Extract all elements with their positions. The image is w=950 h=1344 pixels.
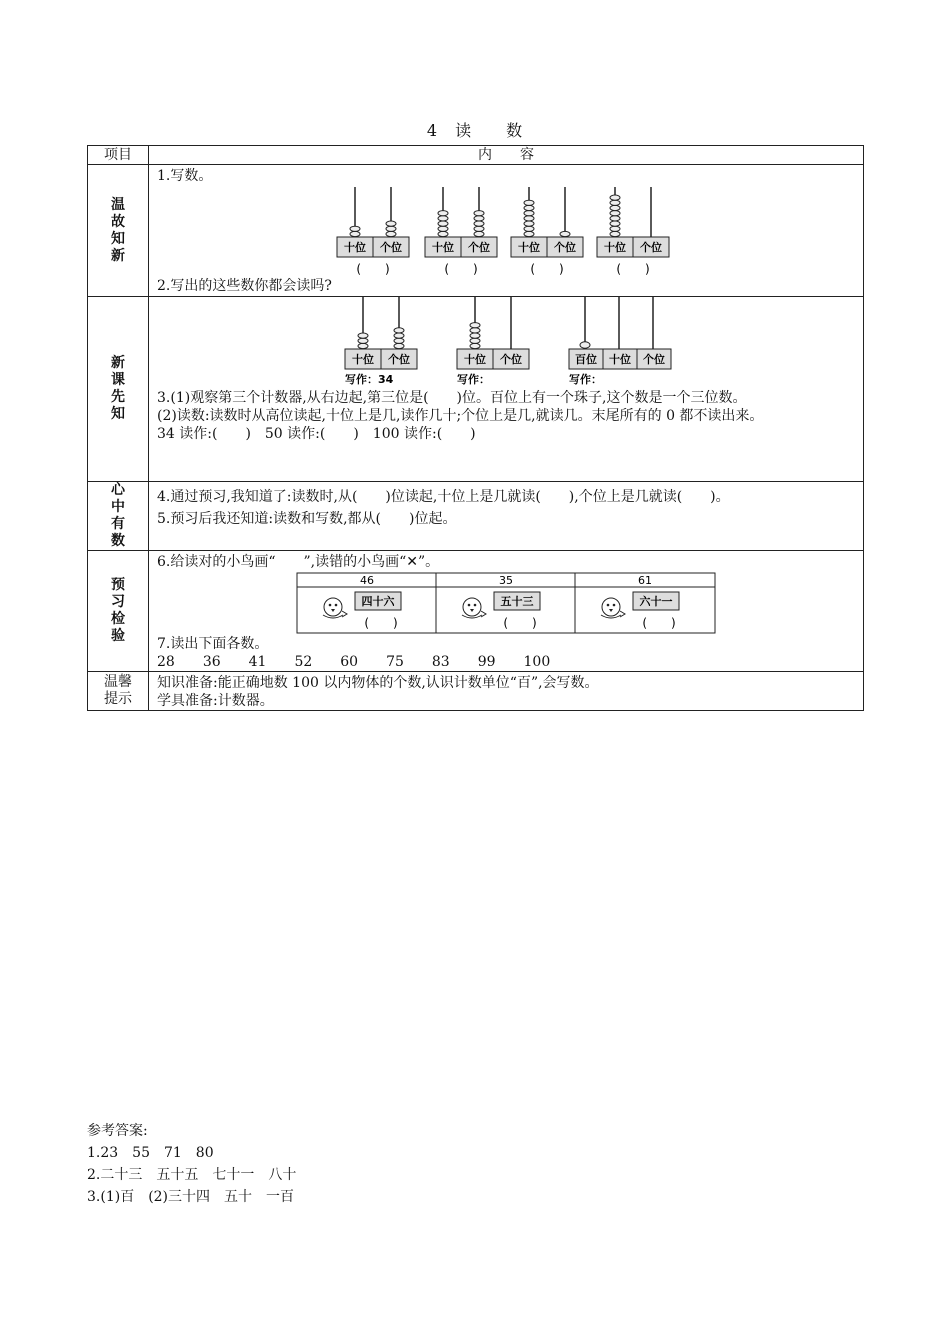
write-as-2: 写作： <box>457 373 490 386</box>
abacus-bead <box>524 200 534 205</box>
bird-item-3 <box>601 574 679 630</box>
section-new-lesson <box>88 297 864 482</box>
answer-2: 2.二十三 五十五 七十一 八十 <box>87 1167 297 1183</box>
abacus-bead <box>610 200 620 205</box>
bird-blank: ( ) <box>642 616 676 630</box>
abacus-bead <box>524 205 534 210</box>
question-7: 7.读出下面各数。 <box>157 636 269 652</box>
tip-tools: 学具准备:计数器。 <box>157 693 274 709</box>
bird-item-1 <box>323 574 401 630</box>
abacus-bead <box>350 226 360 231</box>
abacus-bead <box>474 221 484 226</box>
abacus-label-tens: 十位 <box>432 241 454 254</box>
question-3-part-1: 3.(1)观察第三个计数器,从右边起,第三位是( )位。百位上有一个珠子,这个数是一个三位数。 <box>157 390 747 406</box>
abacus-bead <box>524 211 534 216</box>
abacus-bead <box>610 221 620 226</box>
bird-number: 46 <box>360 574 374 587</box>
answer-blank: ( ) <box>530 262 564 276</box>
bird-number: 35 <box>499 574 513 587</box>
abacus-label-ones: 个位 <box>640 241 662 254</box>
section-preview-check <box>88 551 864 672</box>
abacus-bead <box>610 195 620 200</box>
question-2: 2.写出的这些数你都会读吗? <box>157 278 332 294</box>
bird-blank: ( ) <box>364 616 398 630</box>
abacus-bead <box>358 338 368 343</box>
abacus-2 <box>425 187 497 276</box>
section-label-understanding: 心 中 有 数 <box>88 482 149 551</box>
bird-number: 61 <box>638 574 652 587</box>
abacus-bead <box>474 231 484 236</box>
abacus-bead <box>610 231 620 236</box>
abacus-bead <box>610 216 620 221</box>
abacus-bead <box>438 211 448 216</box>
answer-blank: ( ) <box>616 262 650 276</box>
bird-icon <box>462 598 486 618</box>
abacus-bead <box>470 343 480 348</box>
abacus-bead <box>524 231 534 236</box>
abacus-bead <box>470 338 480 343</box>
section-review <box>88 165 864 297</box>
write-as-3: 写作： <box>569 373 602 386</box>
abacus-bead <box>438 221 448 226</box>
question-4: 4.通过预习,我知道了:读数时,从( )位读起,十位上是几就读( ),个位上是几就读( )。 <box>157 489 730 505</box>
abacus-bead <box>470 328 480 333</box>
abacus-bead <box>386 231 396 236</box>
birds-row <box>157 571 857 635</box>
abacus-1 <box>337 187 409 276</box>
bird-reading: 六十一 <box>639 595 673 608</box>
abacus-bead <box>394 343 404 348</box>
bird-reading: 四十六 <box>361 595 395 608</box>
answer-3: 3.(1)百 (2)三十四 五十 一百 <box>87 1189 295 1205</box>
section-content-understanding <box>149 482 864 551</box>
abacus-bead <box>610 205 620 210</box>
abacus-4 <box>597 187 669 276</box>
abacus-bead <box>560 231 570 236</box>
abacus-label-tens: 十位 <box>344 241 366 254</box>
section-content-review <box>149 165 864 297</box>
abacus-bead <box>438 216 448 221</box>
section-content-new-lesson <box>149 297 864 482</box>
section-label-preview-check: 预 习 检 验 <box>88 551 149 672</box>
header-content: 内 容 <box>149 146 864 165</box>
bird-blank: ( ) <box>503 616 537 630</box>
abacus-bead <box>394 328 404 333</box>
abacus-bead <box>474 226 484 231</box>
question-1: 1.写数。 <box>157 168 213 184</box>
section-content-preview-check <box>149 551 864 672</box>
abacus-label-tens: 十位 <box>609 353 631 366</box>
abacus-bead <box>438 231 448 236</box>
answer-key <box>87 1120 296 1208</box>
abacus-bead <box>474 211 484 216</box>
abacus-bead <box>524 221 534 226</box>
lesson-table <box>87 145 864 711</box>
bird-item-2 <box>462 574 540 630</box>
abacus-3 <box>511 187 583 276</box>
abacus-label-ones: 个位 <box>554 241 576 254</box>
abacus-50 <box>457 297 529 386</box>
write-as-1: 写作：34 <box>345 373 394 386</box>
bird-reading: 五十三 <box>500 595 534 608</box>
answer-blank: ( ) <box>444 262 478 276</box>
number-list: 28 36 41 52 60 75 83 99 100 <box>157 654 551 670</box>
abacus-bead <box>386 221 396 226</box>
abacus-bead <box>610 226 620 231</box>
abacus-label-tens: 十位 <box>604 241 626 254</box>
abacus-label-tens: 十位 <box>464 353 486 366</box>
abacus-label-tens: 十位 <box>518 241 540 254</box>
abacus-row-2 <box>157 297 857 389</box>
abacus-bead <box>394 333 404 338</box>
section-label-tips: 温馨 提示 <box>88 672 149 711</box>
section-tips <box>88 672 864 711</box>
bird-icon <box>601 598 625 618</box>
abacus-bead <box>610 211 620 216</box>
page-title: 4 读 数 <box>426 121 524 140</box>
section-label-review: 温 故 知 新 <box>88 165 149 297</box>
abacus-bead <box>394 338 404 343</box>
section-label-new-lesson: 新 课 先 知 <box>88 297 149 482</box>
abacus-label-ones: 个位 <box>468 241 490 254</box>
abacus-label-ones: 个位 <box>380 241 402 254</box>
abacus-bead <box>474 216 484 221</box>
abacus-bead <box>350 231 360 236</box>
question-3-part-2: (2)读数:读数时从高位读起,十位上是几,读作几十;个位上是几,就读几。末尾所有的 0 都不读出来。 <box>157 408 764 424</box>
question-3-part-3: 34 读作:( ) 50 读作:( ) 100 读作:( ) <box>157 426 476 442</box>
section-content-tips <box>149 672 864 711</box>
abacus-bead <box>470 333 480 338</box>
abacus-label-ones: 个位 <box>388 353 410 366</box>
answer-blank: ( ) <box>356 262 390 276</box>
abacus-bead <box>524 226 534 231</box>
abacus-34 <box>345 297 417 386</box>
answer-1: 1.23 55 71 80 <box>87 1145 214 1161</box>
abacus-bead <box>358 343 368 348</box>
abacus-bead <box>470 323 480 328</box>
abacus-label-ones: 个位 <box>500 353 522 366</box>
header-item: 项目 <box>88 146 149 165</box>
abacus-bead <box>524 216 534 221</box>
abacus-label-tens: 十位 <box>352 353 374 366</box>
abacus-bead <box>386 226 396 231</box>
table-header <box>88 146 864 165</box>
abacus-row-1 <box>157 185 857 277</box>
abacus-100 <box>569 297 671 386</box>
abacus-label-hundreds: 百位 <box>575 353 597 366</box>
abacus-bead <box>438 226 448 231</box>
section-understanding <box>88 482 864 551</box>
abacus-label-ones: 个位 <box>643 353 665 366</box>
question-5: 5.预习后我还知道:读数和写数,都从( )位起。 <box>157 511 457 527</box>
tip-knowledge: 知识准备:能正确地数 100 以内物体的个数,认识计数单位“百”,会写数。 <box>157 675 599 691</box>
answer-heading: 参考答案: <box>87 1123 148 1139</box>
abacus-bead <box>358 333 368 338</box>
bird-icon <box>323 598 347 618</box>
question-6: 6.给读对的小鸟画“ ”,读错的小鸟画“✕”。 <box>157 554 440 570</box>
